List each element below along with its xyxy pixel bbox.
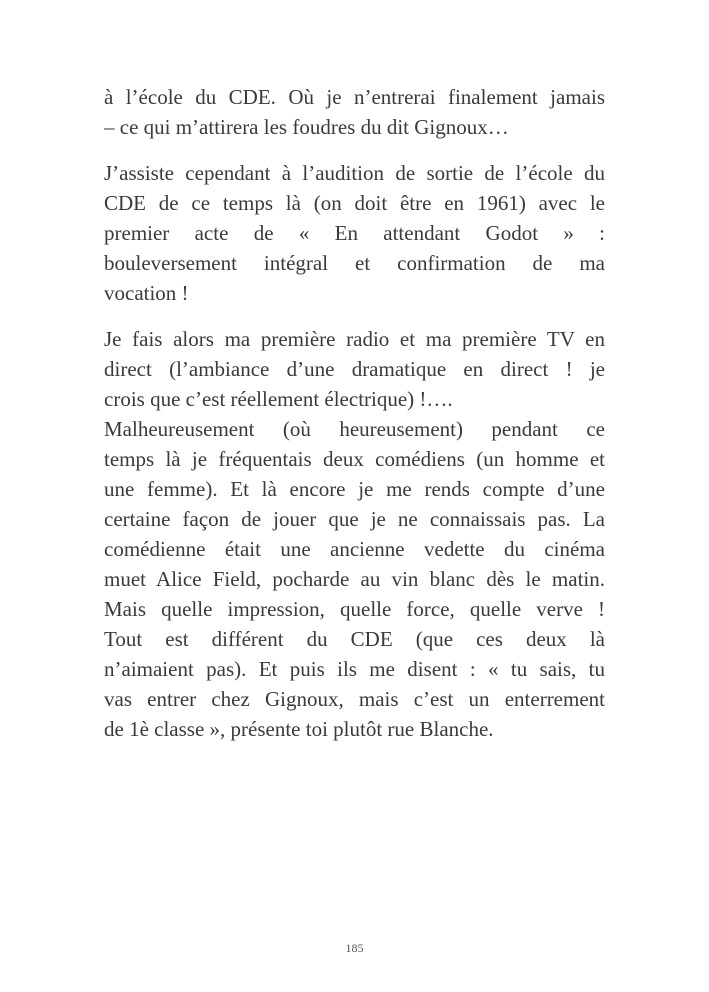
page-number: 185 xyxy=(345,941,364,955)
text-line: une femme). Et là encore je me rends compte d’une xyxy=(104,477,605,501)
text-line: certaine façon de jouer que je ne connaissais pas. La xyxy=(104,507,605,531)
text-line: – ce qui m’attirera les foudres du dit Gignoux… xyxy=(104,115,509,139)
paragraph xyxy=(104,82,605,142)
text-line: temps là je fréquentais deux comédiens (un homme et xyxy=(104,447,605,471)
paragraph xyxy=(104,324,605,744)
body-text xyxy=(104,82,605,744)
text-line: J’assiste cependant à l’audition de sortie de l’école du xyxy=(104,161,605,185)
text-line: à l’école du CDE. Où je n’entrerai finalement jamais xyxy=(104,85,605,109)
text-line: comédienne était une ancienne vedette du cinéma xyxy=(104,537,605,561)
text-line: Malheureusement (où heureusement) pendant ce xyxy=(104,417,605,441)
text-line: premier acte de « En attendant Godot » : xyxy=(104,221,605,245)
text-line: Tout est différent du CDE (que ces deux là xyxy=(104,627,605,651)
paragraph xyxy=(104,158,605,308)
text-line: vas entrer chez Gignoux, mais c’est un enterrement xyxy=(104,687,605,711)
text-line: bouleversement intégral et confirmation de ma xyxy=(104,251,605,275)
text-line: CDE de ce temps là (on doit être en 1961) avec le xyxy=(104,191,605,215)
text-line: direct (l’ambiance d’une dramatique en direct ! je xyxy=(104,357,605,381)
text-line: vocation ! xyxy=(104,281,189,305)
text-line: n’aimaient pas). Et puis ils me disent : « tu sais, tu xyxy=(104,657,605,681)
text-line: de 1è classe », présente toi plutôt rue Blanche. xyxy=(104,717,494,741)
text-line: Je fais alors ma première radio et ma première TV en xyxy=(104,327,605,351)
text-line: muet Alice Field, pocharde au vin blanc dès le matin. xyxy=(104,567,605,591)
text-line: crois que c’est réellement électrique) !…. xyxy=(104,387,453,411)
text-line: Mais quelle impression, quelle force, quelle verve ! xyxy=(104,597,605,621)
